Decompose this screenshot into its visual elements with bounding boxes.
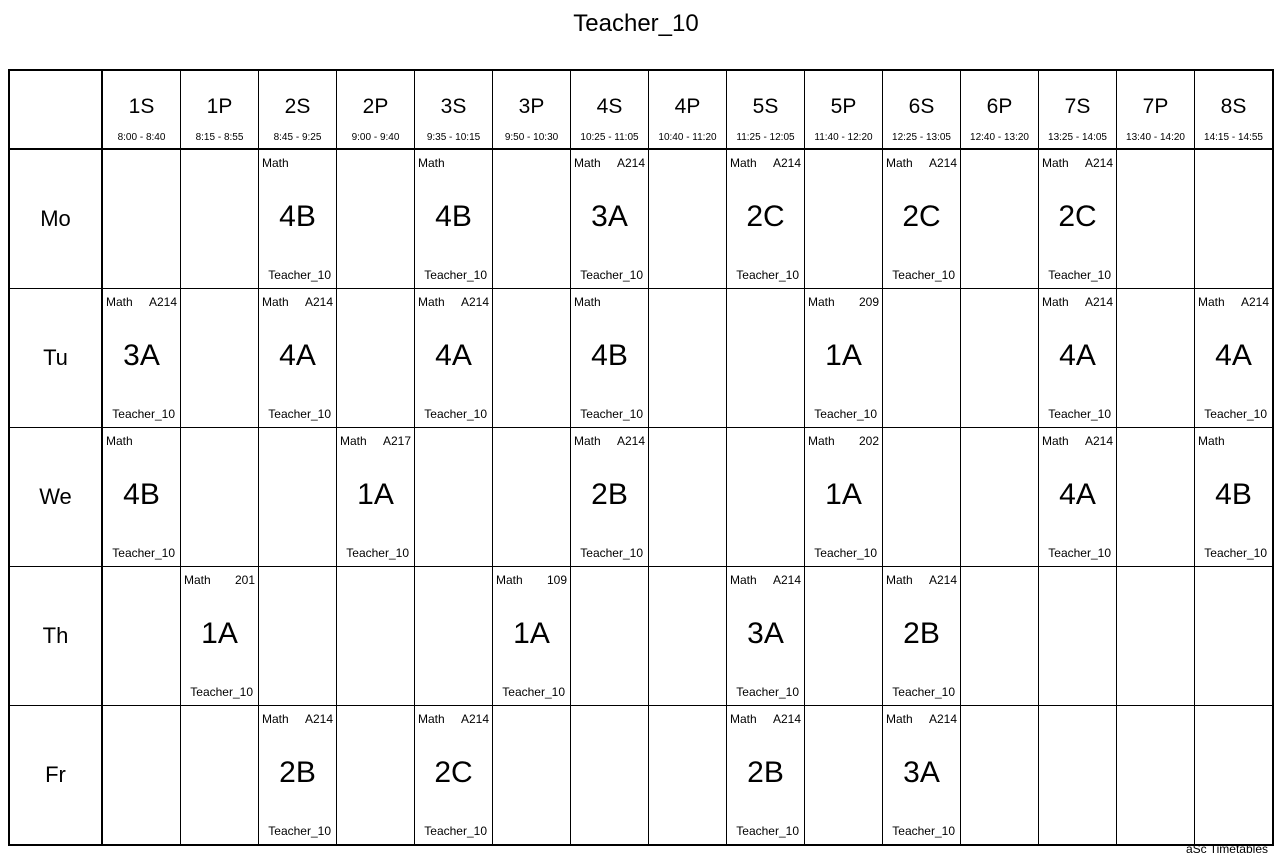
period-name: 7P (1142, 95, 1169, 118)
period-name: 2S (284, 95, 311, 118)
timetable-cell[interactable] (1195, 149, 1274, 289)
timetable-cell[interactable] (571, 149, 649, 289)
lesson-subject: Math (418, 712, 445, 726)
timetable-cell[interactable] (727, 149, 805, 289)
timetable-cell[interactable] (493, 706, 571, 846)
corner-cell (9, 70, 102, 149)
timetable-cell[interactable] (727, 428, 805, 567)
timetable-cell[interactable] (571, 289, 649, 428)
timetable-cell[interactable] (415, 706, 493, 846)
timetable-cell[interactable] (181, 706, 259, 846)
timetable-cell[interactable] (1195, 428, 1274, 567)
day-label-cell (9, 149, 102, 289)
lesson-class: 4A (279, 339, 316, 372)
period-name: 1P (206, 95, 233, 118)
lesson-card[interactable] (1039, 150, 1116, 288)
lesson-card[interactable] (415, 706, 492, 844)
lesson-subject: Math (1042, 295, 1069, 309)
timetable-cell[interactable] (961, 706, 1039, 846)
lesson-class: 2C (902, 200, 941, 233)
timetable-cell[interactable] (102, 289, 181, 428)
period-header-2s (259, 70, 337, 149)
day-row-th (9, 567, 1273, 706)
lesson-class: 1A (201, 617, 238, 650)
timetable-cell[interactable] (961, 289, 1039, 428)
timetable-cell[interactable] (727, 289, 805, 428)
lesson-class: 1A (357, 478, 394, 511)
lesson-subject: Math (886, 573, 913, 587)
period-header-1s (102, 70, 181, 149)
lesson-card[interactable] (1039, 289, 1116, 427)
timetable-cell[interactable] (649, 428, 727, 567)
period-name: 6S (908, 95, 935, 118)
day-row-we (9, 428, 1273, 567)
lesson-class: 4B (279, 200, 316, 233)
lesson-card[interactable] (337, 428, 414, 566)
lesson-class: 4A (435, 339, 472, 372)
lesson-card[interactable] (259, 706, 336, 844)
lesson-room: A217 (382, 434, 411, 448)
lesson-teacher: Teacher_10 (814, 407, 877, 421)
period-name: 4P (674, 95, 701, 118)
lesson-teacher: Teacher_10 (736, 268, 799, 282)
period-time: 8:45 - 9:25 (273, 132, 322, 143)
period-time: 11:25 - 12:05 (736, 132, 795, 143)
lesson-teacher: Teacher_10 (268, 268, 331, 282)
timetable-cell[interactable] (102, 567, 181, 706)
timetable-cell[interactable] (1117, 706, 1195, 846)
timetable-cell[interactable] (883, 149, 961, 289)
lesson-card[interactable] (415, 150, 492, 288)
lesson-teacher: Teacher_10 (268, 407, 331, 421)
timetable-cell[interactable] (805, 567, 883, 706)
lesson-teacher: Teacher_10 (1048, 407, 1111, 421)
lesson-teacher: Teacher_10 (892, 685, 955, 699)
lesson-subject: Math (1042, 434, 1069, 448)
timetable-cell[interactable] (883, 428, 961, 567)
lesson-room: A214 (928, 573, 957, 587)
period-name: 3S (440, 95, 467, 118)
lesson-card[interactable] (571, 150, 648, 288)
timetable-cell[interactable] (415, 289, 493, 428)
lesson-card[interactable] (259, 150, 336, 288)
lesson-subject: Math (808, 295, 835, 309)
lesson-subject: Math (574, 434, 601, 448)
lesson-room: A214 (304, 712, 333, 726)
lesson-class: 4B (123, 478, 160, 511)
lesson-class: 2B (903, 617, 940, 650)
timetable-cell[interactable] (493, 567, 571, 706)
lesson-room: 209 (858, 295, 879, 309)
lesson-subject: Math (418, 156, 445, 170)
lesson-card[interactable] (805, 428, 882, 566)
timetable-cell[interactable] (259, 149, 337, 289)
lesson-room: 109 (546, 573, 567, 587)
timetable-cell[interactable] (1117, 149, 1195, 289)
period-name: 7S (1064, 95, 1091, 118)
timetable-cell[interactable] (805, 706, 883, 846)
timetable-cell[interactable] (415, 428, 493, 567)
lesson-room: A214 (460, 295, 489, 309)
period-time: 9:35 - 10:15 (426, 132, 481, 143)
period-name: 3P (518, 95, 545, 118)
timetable-cell[interactable] (1039, 428, 1117, 567)
lesson-card[interactable] (727, 706, 804, 844)
period-name: 5P (830, 95, 857, 118)
period-header-row (9, 70, 1273, 149)
lesson-teacher: Teacher_10 (736, 824, 799, 838)
lesson-teacher: Teacher_10 (268, 824, 331, 838)
period-time: 10:40 - 11:20 (658, 132, 717, 143)
timetable-cell[interactable] (415, 149, 493, 289)
period-time: 8:15 - 8:55 (195, 132, 244, 143)
period-time: 12:25 - 13:05 (892, 132, 951, 143)
timetable-cell[interactable] (883, 567, 961, 706)
day-row-mo (9, 149, 1273, 289)
timetable-cell[interactable] (415, 567, 493, 706)
lesson-class: 2B (279, 756, 316, 789)
timetable-cell[interactable] (337, 567, 415, 706)
lesson-room: A214 (1084, 434, 1113, 448)
timetable-cell[interactable] (805, 428, 883, 567)
period-header-2p (337, 70, 415, 149)
period-time: 9:00 - 9:40 (351, 132, 400, 143)
period-time: 10:25 - 11:05 (580, 132, 639, 143)
timetable-body (9, 149, 1273, 845)
lesson-class: 2C (434, 756, 473, 789)
lesson-teacher: Teacher_10 (112, 546, 175, 560)
timetable-cell[interactable] (259, 428, 337, 567)
timetable-cell[interactable] (649, 706, 727, 846)
lesson-teacher: Teacher_10 (1204, 546, 1267, 560)
timetable-cell[interactable] (727, 567, 805, 706)
period-name: 1S (128, 95, 155, 118)
lesson-subject: Math (1198, 434, 1225, 448)
lesson-teacher: Teacher_10 (424, 268, 487, 282)
timetable-cell[interactable] (805, 289, 883, 428)
lesson-card[interactable] (493, 567, 570, 705)
period-name: 6P (986, 95, 1013, 118)
period-time: 11:40 - 12:20 (814, 132, 873, 143)
lesson-subject: Math (886, 156, 913, 170)
period-time: 12:40 - 13:20 (970, 132, 1029, 143)
timetable-cell[interactable] (961, 149, 1039, 289)
lesson-class: 4B (591, 339, 628, 372)
day-name: We (39, 484, 72, 509)
footer-credit: aSc Timetables (1185, 842, 1268, 856)
lesson-class: 1A (825, 339, 862, 372)
lesson-card[interactable] (259, 289, 336, 427)
lesson-card[interactable] (805, 289, 882, 427)
timetable-cell[interactable] (337, 706, 415, 846)
period-header-6p (961, 70, 1039, 149)
timetable-cell[interactable] (649, 567, 727, 706)
timetable-cell[interactable] (337, 289, 415, 428)
period-name: 5S (752, 95, 779, 118)
lesson-subject: Math (106, 295, 133, 309)
lesson-subject: Math (262, 295, 289, 309)
lesson-card[interactable] (883, 706, 960, 844)
lesson-room: A214 (928, 156, 957, 170)
lesson-teacher: Teacher_10 (424, 407, 487, 421)
lesson-subject: Math (574, 295, 601, 309)
lesson-room: A214 (1084, 156, 1113, 170)
day-name: Th (42, 623, 69, 648)
lesson-teacher: Teacher_10 (346, 546, 409, 560)
timetable-cell[interactable] (1117, 567, 1195, 706)
lesson-room: A214 (928, 712, 957, 726)
timetable-cell[interactable] (493, 289, 571, 428)
timetable-cell[interactable] (337, 149, 415, 289)
lesson-teacher: Teacher_10 (190, 685, 253, 699)
timetable-cell[interactable] (1195, 706, 1274, 846)
lesson-room: A214 (772, 573, 801, 587)
timetable-cell[interactable] (571, 567, 649, 706)
timetable-cell[interactable] (961, 567, 1039, 706)
lesson-room: A214 (616, 156, 645, 170)
lesson-subject: Math (340, 434, 367, 448)
lesson-teacher: Teacher_10 (1048, 546, 1111, 560)
lesson-card[interactable] (1195, 428, 1272, 566)
lesson-card[interactable] (1195, 289, 1272, 427)
lesson-room: 201 (234, 573, 255, 587)
day-label-cell (9, 706, 102, 846)
lesson-card[interactable] (571, 428, 648, 566)
period-time: 9:50 - 10:30 (504, 132, 559, 143)
timetable-cell[interactable] (259, 289, 337, 428)
timetable-cell[interactable] (181, 567, 259, 706)
timetable-cell[interactable] (649, 149, 727, 289)
lesson-class: 2B (747, 756, 784, 789)
period-header-7s (1039, 70, 1117, 149)
lesson-teacher: Teacher_10 (502, 685, 565, 699)
lesson-subject: Math (184, 573, 211, 587)
lesson-class: 1A (513, 617, 550, 650)
timetable-cell[interactable] (805, 149, 883, 289)
timetable-cell[interactable] (1039, 289, 1117, 428)
timetable-cell[interactable] (102, 149, 181, 289)
lesson-subject: Math (418, 295, 445, 309)
day-name: Fr (45, 762, 66, 787)
day-name: Tu (43, 345, 68, 370)
lesson-subject: Math (574, 156, 601, 170)
lesson-room: A214 (772, 712, 801, 726)
lesson-subject: Math (106, 434, 133, 448)
lesson-card[interactable] (571, 289, 648, 427)
period-time: 13:25 - 14:05 (1048, 132, 1107, 143)
lesson-subject: Math (1198, 295, 1225, 309)
day-label-cell (9, 428, 102, 567)
lesson-teacher: Teacher_10 (1048, 268, 1111, 282)
lesson-teacher: Teacher_10 (1204, 407, 1267, 421)
period-header-4p (649, 70, 727, 149)
lesson-subject: Math (262, 156, 289, 170)
lesson-teacher: Teacher_10 (892, 268, 955, 282)
timetable-cell[interactable] (181, 289, 259, 428)
lesson-class: 2C (1058, 200, 1097, 233)
timetable-cell[interactable] (102, 428, 181, 567)
lesson-room: A214 (304, 295, 333, 309)
lesson-class: 3A (747, 617, 784, 650)
period-time: 13:40 - 14:20 (1126, 132, 1185, 143)
lesson-subject: Math (262, 712, 289, 726)
lesson-card[interactable] (727, 150, 804, 288)
timetable-cell[interactable] (649, 289, 727, 428)
timetable-cell[interactable] (571, 706, 649, 846)
page-title: Teacher_10 (573, 10, 699, 37)
timetable-grid (8, 69, 1274, 846)
lesson-class: 3A (903, 756, 940, 789)
timetable-cell[interactable] (181, 428, 259, 567)
lesson-card[interactable] (883, 567, 960, 705)
lesson-subject: Math (808, 434, 835, 448)
lesson-card[interactable] (415, 289, 492, 427)
lesson-teacher: Teacher_10 (424, 824, 487, 838)
lesson-subject: Math (730, 712, 757, 726)
timetable-cell[interactable] (493, 149, 571, 289)
timetable-cell[interactable] (493, 428, 571, 567)
timetable-cell[interactable] (883, 706, 961, 846)
lesson-room: A214 (772, 156, 801, 170)
lesson-class: 3A (591, 200, 628, 233)
period-header-7p (1117, 70, 1195, 149)
lesson-card[interactable] (727, 567, 804, 705)
day-name: Mo (40, 206, 71, 231)
period-time: 14:15 - 14:55 (1204, 132, 1263, 143)
period-header-1p (181, 70, 259, 149)
day-row-tu (9, 289, 1273, 428)
lesson-subject: Math (1042, 156, 1069, 170)
lesson-class: 4A (1215, 339, 1252, 372)
day-row-fr (9, 706, 1273, 846)
period-name: 2P (362, 95, 389, 118)
lesson-teacher: Teacher_10 (112, 407, 175, 421)
day-label-cell (9, 289, 102, 428)
timetable-cell[interactable] (1039, 149, 1117, 289)
timetable-cell[interactable] (571, 428, 649, 567)
lesson-subject: Math (496, 573, 523, 587)
lesson-teacher: Teacher_10 (580, 407, 643, 421)
timetable-cell[interactable] (1195, 289, 1274, 428)
period-header-6s (883, 70, 961, 149)
period-header-5p (805, 70, 883, 149)
lesson-room: A214 (616, 434, 645, 448)
lesson-class: 4B (435, 200, 472, 233)
period-name: 4S (596, 95, 623, 118)
lesson-teacher: Teacher_10 (892, 824, 955, 838)
period-header-3s (415, 70, 493, 149)
timetable-cell[interactable] (337, 428, 415, 567)
timetable-cell[interactable] (883, 289, 961, 428)
timetable-cell[interactable] (102, 706, 181, 846)
timetable-cell[interactable] (181, 149, 259, 289)
lesson-card[interactable] (181, 567, 258, 705)
lesson-room: 202 (858, 434, 879, 448)
period-name: 8S (1220, 95, 1247, 118)
period-header-8s (1195, 70, 1274, 149)
lesson-teacher: Teacher_10 (580, 546, 643, 560)
lesson-class: 2B (591, 478, 628, 511)
lesson-room: A214 (460, 712, 489, 726)
day-label-cell (9, 567, 102, 706)
lesson-subject: Math (886, 712, 913, 726)
lesson-card[interactable] (1039, 428, 1116, 566)
lesson-class: 2C (746, 200, 785, 233)
lesson-class: 3A (123, 339, 160, 372)
period-header-5s (727, 70, 805, 149)
lesson-card[interactable] (103, 289, 180, 427)
period-time: 8:00 - 8:40 (117, 132, 166, 143)
timetable-cell[interactable] (1117, 289, 1195, 428)
timetable-cell[interactable] (259, 567, 337, 706)
timetable-cell[interactable] (259, 706, 337, 846)
timetable-cell[interactable] (1039, 706, 1117, 846)
lesson-subject: Math (730, 156, 757, 170)
lesson-card[interactable] (883, 150, 960, 288)
lesson-class: 4A (1059, 478, 1096, 511)
lesson-room: A214 (1240, 295, 1269, 309)
timetable-cell[interactable] (1117, 428, 1195, 567)
period-header-4s (571, 70, 649, 149)
timetable-cell[interactable] (727, 706, 805, 846)
lesson-class: 1A (825, 478, 862, 511)
lesson-subject: Math (730, 573, 757, 587)
lesson-teacher: Teacher_10 (736, 685, 799, 699)
lesson-teacher: Teacher_10 (580, 268, 643, 282)
lesson-class: 4B (1215, 478, 1252, 511)
lesson-class: 4A (1059, 339, 1096, 372)
lesson-teacher: Teacher_10 (814, 546, 877, 560)
timetable-cell[interactable] (1195, 567, 1274, 706)
timetable-cell[interactable] (961, 428, 1039, 567)
lesson-room: A214 (1084, 295, 1113, 309)
timetable-cell[interactable] (1039, 567, 1117, 706)
lesson-card[interactable] (103, 428, 180, 566)
lesson-room: A214 (148, 295, 177, 309)
period-header-3p (493, 70, 571, 149)
